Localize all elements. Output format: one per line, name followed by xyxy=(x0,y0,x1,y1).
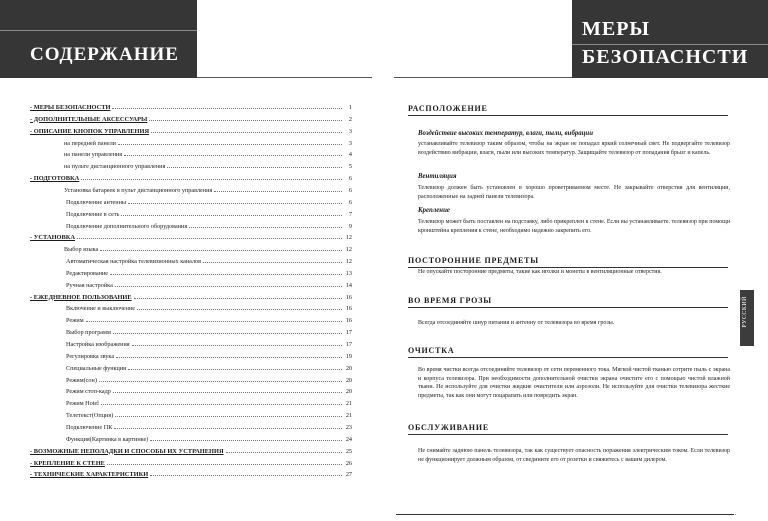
toc-leader-dots xyxy=(226,452,342,453)
toc-entry-title: Функция(Картинка в картинке) xyxy=(66,435,149,443)
toc-page-number: 20 xyxy=(345,364,352,372)
toc-entry xyxy=(30,234,352,242)
toc-entry-title: Выбор программ xyxy=(66,329,111,337)
toc-page-number: 16 xyxy=(345,305,352,313)
toc-entry-title: Специальные функции xyxy=(66,364,127,372)
toc-leader-dots xyxy=(150,440,342,441)
toc-entry xyxy=(30,317,352,325)
paragraph-environment: устанавливайте телевизор таким образом, чтобы на экран не попадал яркий солнечный свет. Не подвергайте телевизор воздействию вибрации, влаги, пыли или высоких температур. Защищайте телевизор от попадания брызг и капель. xyxy=(418,141,730,156)
toc-leader-dots xyxy=(203,262,342,263)
paragraph-cleaning: Во время чистки всегда отсоединяйте телевизор от сети переменного тока. Мягкой чистой тканью сотрите пыль с экрана и корпуса телевизора. При необходимости дополнительной очистки экрана очистите его с помощью чистой влажной ткани. Не используйте для очистки жидкие очистители или аэрозоли. Не используйте для очистки телевизора жесткие предметы, так как они могут поцарапать или повредить экран. xyxy=(418,367,730,399)
toc-page-number: 9 xyxy=(348,222,352,230)
toc-entry-title: на передней панели xyxy=(64,139,116,147)
toc-entry-title: Редактирование xyxy=(66,269,109,277)
toc-entry-title: - ЕЖЕДНЕВНОЕ ПОЛЬЗОВАНИЕ xyxy=(30,293,132,301)
toc-entry-title: Режим(сон) xyxy=(66,376,97,384)
toc-page-number: 14 xyxy=(345,281,352,289)
toc-entry-title: - ДОПОЛНИТЕЛЬНЫЕ АКСЕССУАРЫ xyxy=(30,115,148,123)
toc-leader-dots xyxy=(101,404,342,405)
toc-entry xyxy=(30,329,352,337)
toc-entry-title: Режим xyxy=(66,317,84,325)
toc-leader-dots xyxy=(128,203,342,204)
footer-mark: . xyxy=(735,511,737,517)
toc-entry xyxy=(30,471,352,479)
toc-entry xyxy=(30,294,352,302)
toc-page-number: 23 xyxy=(345,423,352,431)
toc-entry-title: на панели управления xyxy=(64,151,123,159)
header-rule xyxy=(394,77,572,78)
section-heading-placement: РАСПОЛОЖЕНИЕ xyxy=(408,104,728,116)
toc-page-number: 26 xyxy=(345,459,352,467)
toc-entry xyxy=(30,341,352,349)
toc-leader-dots xyxy=(81,179,342,180)
toc-leader-dots xyxy=(167,167,342,168)
toc-leader-dots xyxy=(115,286,342,287)
language-tab-label: РУССКИЙ xyxy=(742,296,748,328)
safety-title-line1: МЕРЫ xyxy=(582,18,651,40)
toc-leader-dots xyxy=(137,309,342,310)
toc-page-number: 6 xyxy=(348,175,352,183)
contents-header-bar xyxy=(0,0,197,78)
paragraph-ventilation: Телевизор должен быть установлен в хорошо проветриваемом месте. Не закрывайте отверстия для вентиляции, расположенные на задней панели телевизора. xyxy=(418,185,730,200)
toc-leader-dots xyxy=(99,381,342,382)
toc-page-number: 2 xyxy=(348,115,352,123)
toc-entry xyxy=(30,175,352,183)
toc-entry-title: Режим стоп-кадр xyxy=(66,388,111,396)
toc-page-number: 25 xyxy=(345,447,352,455)
toc-page-number: 12 xyxy=(345,258,352,266)
toc-entry xyxy=(30,282,352,290)
toc-page-number: 13 xyxy=(345,269,352,277)
toc-leader-dots xyxy=(128,369,342,370)
toc-entry-title: - КРЕПЛЕНИЕ К СТЕНЕ xyxy=(30,459,105,467)
toc-page-number: 5 xyxy=(348,163,352,171)
toc-entry xyxy=(30,424,352,432)
section-heading-cleaning: ОЧИСТКА xyxy=(408,346,728,358)
toc-entry-title: Регулировка звука xyxy=(66,352,115,360)
toc-entry xyxy=(30,305,352,313)
toc-entry xyxy=(30,412,352,420)
toc-page-number: 21 xyxy=(345,412,352,420)
toc-entry xyxy=(30,400,352,408)
contents-title: СОДЕРЖАНИЕ xyxy=(30,44,179,65)
toc-entry xyxy=(30,365,352,373)
subheading-mounting: Крепление xyxy=(418,207,450,214)
toc-entry xyxy=(30,353,352,361)
toc-page-number: 12 xyxy=(345,234,352,242)
toc-leader-dots xyxy=(151,132,342,133)
toc-entry-title: Телетекст(Опция) xyxy=(66,412,114,420)
toc-entry-title: на пульте дистанционного управления xyxy=(64,163,166,171)
toc-entry xyxy=(30,246,352,254)
right-page xyxy=(384,0,768,521)
section-heading-service: ОБСЛУЖИВАНИЕ xyxy=(408,423,728,435)
toc-entry-title: Включение и выключение xyxy=(66,305,136,313)
toc-leader-dots xyxy=(110,274,342,275)
toc-leader-dots xyxy=(116,357,342,358)
footer-rule xyxy=(396,514,734,515)
toc-leader-dots xyxy=(114,428,342,429)
toc-page-number: 1 xyxy=(348,104,352,111)
paragraph-service: Не снимайте заднюю панель телевизора, так как существует опасность поражения электрическим током. Если телевизор не функционирует должным образом, от сведините его от розетки и свяжитесь с вашим дилером. xyxy=(418,448,730,463)
toc-entry xyxy=(30,223,352,231)
toc-page-number: 17 xyxy=(345,329,352,337)
toc-entry xyxy=(30,140,352,148)
language-side-tab xyxy=(740,290,754,346)
toc-leader-dots xyxy=(214,191,342,192)
toc-entry xyxy=(30,104,352,112)
toc-entry xyxy=(30,258,352,266)
safety-title-line2: БЕЗОПАСНСТИ xyxy=(582,46,749,68)
section-heading-thunderstorm: ВО ВРЕМЯ ГРОЗЫ xyxy=(408,296,728,308)
toc-entry xyxy=(30,211,352,219)
toc-entry-title: Подключение в сеть xyxy=(66,210,120,218)
toc-page-number: 24 xyxy=(345,435,352,443)
toc-entry-title: Автоматическая настройка телевизионных каналов xyxy=(66,258,202,266)
safety-header-bar xyxy=(572,0,768,78)
toc-leader-dots xyxy=(107,464,342,465)
subheading-environment: Воздействие высоких температур, влаги, пыли, вибрации xyxy=(418,130,593,137)
toc-leader-dots xyxy=(149,120,342,121)
toc-leader-dots xyxy=(124,155,342,156)
toc-page-number: 16 xyxy=(345,293,352,301)
toc-entry xyxy=(30,436,352,444)
toc-leader-dots xyxy=(189,227,342,228)
paragraph-thunderstorm: Всегда отсоединяйте шнур питания и антенну от телевизора во время грозы. xyxy=(418,320,615,326)
toc-page-number: 7 xyxy=(348,210,352,218)
toc-leader-dots xyxy=(77,238,342,239)
toc-page-number: 27 xyxy=(345,471,352,479)
toc-entry xyxy=(30,460,352,468)
toc-entry-title: Выбор языка xyxy=(64,246,99,254)
toc-entry xyxy=(30,187,352,195)
header-rule xyxy=(197,77,372,78)
toc-leader-dots xyxy=(118,144,342,145)
toc-entry-title: Подключение антенны xyxy=(66,198,127,206)
toc-entry xyxy=(30,163,352,171)
toc-entry-title: Подключение дополнительного оборудования xyxy=(66,222,188,230)
toc-entry-title: Установка батареек в пульт дистанционного управления xyxy=(64,186,213,194)
toc-entry-title: - МЕРЫ БЕЗОПАСНОСТИ xyxy=(30,104,111,111)
toc-leader-dots xyxy=(121,215,342,216)
toc-leader-dots xyxy=(115,416,342,417)
toc-leader-dots xyxy=(100,250,342,251)
toc-page-number: 20 xyxy=(345,388,352,396)
toc-leader-dots xyxy=(113,333,342,334)
toc-leader-dots xyxy=(112,108,342,109)
toc-page-number: 3 xyxy=(348,127,352,135)
toc-entry xyxy=(30,151,352,159)
toc-leader-dots xyxy=(113,392,342,393)
toc-page-number: 3 xyxy=(348,139,352,147)
toc-entry-title: Подключение ПК xyxy=(66,423,113,431)
toc-page-number: 19 xyxy=(345,352,352,360)
toc-page-number: 17 xyxy=(345,341,352,348)
toc-entry xyxy=(30,116,352,124)
toc-page-number: 4 xyxy=(348,151,352,159)
toc-page-number: 20 xyxy=(345,376,352,384)
toc-entry-title: - ВОЗМОЖНЫЕ НЕПОЛАДКИ И СПОСОБЫ ИХ УСТРАНЕНИЯ xyxy=(30,447,224,455)
toc-leader-dots xyxy=(150,475,342,476)
toc-entry-title: Режим Hotel xyxy=(66,400,99,408)
paragraph-foreign-objects: Не опускайте посторонние предметы, такие как иголки и монеты в вентиляционные отверстия. xyxy=(418,269,662,275)
toc-entry xyxy=(30,448,352,456)
toc-page-number: 12 xyxy=(345,246,352,254)
toc-entry xyxy=(30,199,352,207)
subheading-ventilation: Вентиляция xyxy=(418,173,457,180)
toc-page-number: 6 xyxy=(348,198,352,206)
toc-leader-dots xyxy=(134,298,342,299)
toc-entry-title: - ПОДГОТОВКА xyxy=(30,175,80,183)
toc-entry xyxy=(30,270,352,278)
toc-page-number: 6 xyxy=(348,186,352,194)
toc-entry-title: - УСТАНОВКА xyxy=(30,234,76,242)
toc-entry-title: Ручная настройка xyxy=(66,281,113,289)
section-heading-foreign-objects: ПОСТОРОННИЕ ПРЕДМЕТЫ xyxy=(408,256,728,268)
toc-leader-dots xyxy=(86,321,342,322)
toc-page-number: 21 xyxy=(345,400,352,408)
toc-entry-title: - ОПИСАНИЕ КНОПОК УПРАВЛЕНИЯ xyxy=(30,127,150,135)
toc-page-number: 16 xyxy=(345,317,352,325)
paragraph-mounting: Телевизор может быть поставлен на подставку, либо прикреплен к стене. Если вы устанавливаете. телевизор при помощи кронштейна крепления к стене, необходимо надежно закрепить его. xyxy=(418,219,730,234)
toc-entry xyxy=(30,128,352,136)
toc-entry xyxy=(30,388,352,396)
toc-entry-title: Настройка изображения xyxy=(66,341,130,348)
toc-entry-title: - ТЕХНИЧЕСКИЕ ХАРАКТЕРИСТИКИ xyxy=(30,471,149,479)
toc-leader-dots xyxy=(132,345,342,346)
toc-entry xyxy=(30,377,352,385)
